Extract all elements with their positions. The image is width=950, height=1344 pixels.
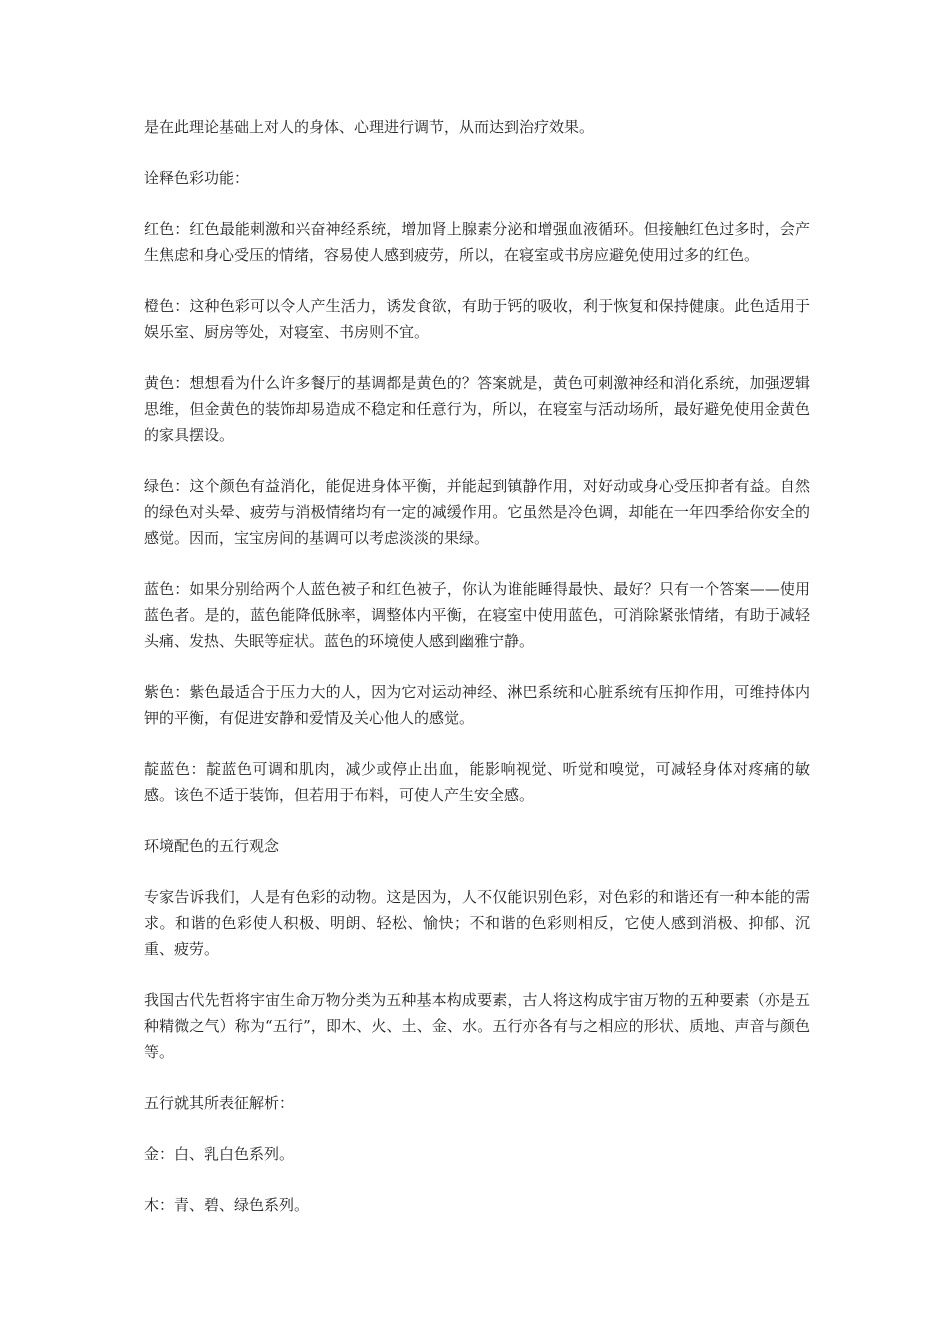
paragraph-green: 绿色：这个颜色有益消化，能促进身体平衡，并能起到镇静作用，对好动或身心受压抑者有益。自然的绿色对头晕、疲劳与消极情绪均有一定的减缓作用。它虽然是冷色调，却能在一年四季给你安全的感觉。因而，宝宝房间的基调可以考虑淡淡的果绿。 [144,477,810,547]
paragraph-five-elements-origin: 我国古代先哲将宇宙生命万物分类为五种基本构成要素，古人将这构成宇宙万物的五种要素（亦是五种精微之气）称为“五行”，即木、火、土、金、水。五行亦各有与之相应的形状、质地、声音与颜色等。 [144,991,810,1061]
paragraph-purple: 紫色：紫色最适合于压力大的人，因为它对运动神经、淋巴系统和心脏系统有压抑作用，可维持体内钾的平衡，有促进安静和爱情及关心他人的感觉。 [144,683,810,727]
paragraph-blue: 蓝色：如果分别给两个人蓝色被子和红色被子，你认为谁能睡得最快、最好？只有一个答案——使用蓝色者。是的，蓝色能降低脉率，调整体内平衡，在寝室中使用蓝色，可消除紧张情绪，有助于减轻头痛、发热、失眠等症状。蓝色的环境使人感到幽雅宁静。 [144,580,810,650]
paragraph-orange: 橙色：这种色彩可以令人产生活力，诱发食欲，有助于钙的吸收，利于恢复和保持健康。此色适用于娱乐室、厨房等处，对寝室、书房则不宜。 [144,297,810,341]
paragraph-yellow: 黄色：想想看为什么许多餐厅的基调都是黄色的？答案就是，黄色可刺激神经和消化系统，加强逻辑思维，但金黄色的装饰却易造成不稳定和任意行为，所以，在寝室与活动场所，最好避免使用金黄色的家具摆设。 [144,374,810,444]
section-heading-five-elements: 环境配色的五行观念 [144,837,280,855]
paragraph-five-elements-analysis: 五行就其所表征解析： [144,1094,295,1112]
section-heading-color-functions: 诠释色彩功能： [144,169,250,187]
paragraph-red: 红色：红色最能刺激和兴奋神经系统，增加肾上腺素分泌和增强血液循环。但接触红色过多时，会产生焦虑和身心受压的情绪，容易使人感到疲劳，所以，在寝室或书房应避免使用过多的红色。 [144,220,810,264]
document-page [144,114,810,1243]
paragraph-metal: 金：白、乳白色系列。 [144,1145,295,1163]
paragraph-indigo: 靛蓝色：靛蓝色可调和肌肉，减少或停止出血，能影响视觉、听觉和嗅觉，可减轻身体对疼痛的敏感。该色不适于装饰，但若用于布料，可使人产生安全感。 [144,760,810,804]
intro-paragraph: 是在此理论基础上对人的身体、心理进行调节，从而达到治疗效果。 [144,118,595,136]
paragraph-wood: 木：青、碧、绿色系列。 [144,1196,310,1214]
paragraph-experts: 专家告诉我们，人是有色彩的动物。这是因为，人不仅能识别色彩，对色彩的和谐还有一种本能的需求。和谐的色彩使人积极、明朗、轻松、愉快；不和谐的色彩则相反，它使人感到消极、抑郁、沉重、疲劳。 [144,888,810,958]
